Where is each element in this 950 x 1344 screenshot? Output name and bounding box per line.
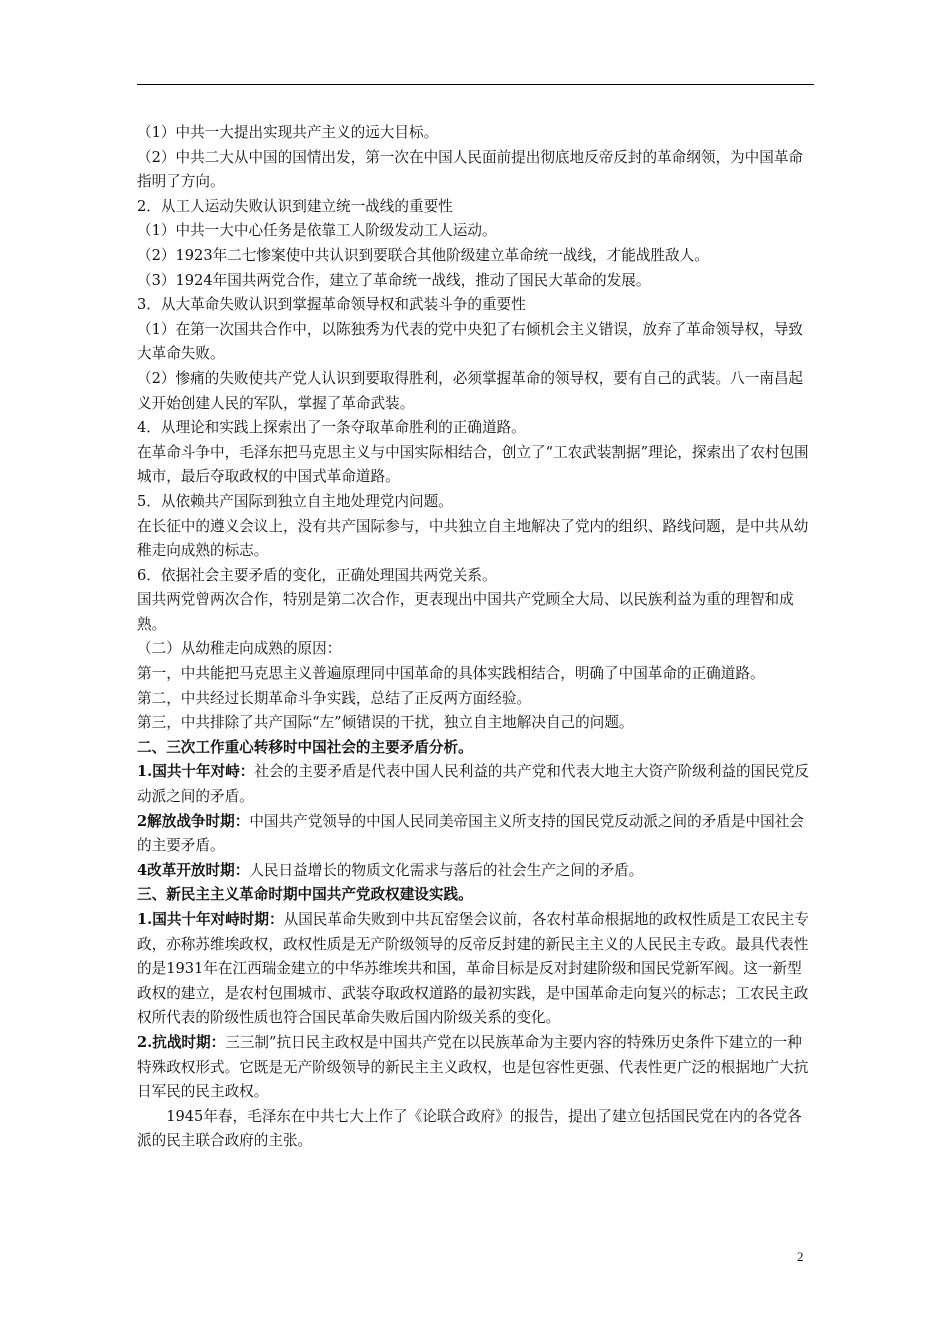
paragraph: 在革命斗争中，毛泽东把马克思主义与中国实际相结合，创立了“工农武装割据”理论，探索出了农村包围城市，最后夺取政权的中国式革命道路。: [137, 443, 809, 486]
paragraph: （1）中共一大中心任务是依靠工人阶级发动工人运动。: [137, 222, 497, 240]
paragraph: 第三，中共排除了共产国际“左”倾错误的干扰，独立自主地解决自己的问题。: [137, 714, 634, 732]
paragraph: 第一，中共能把马克思主义普遍原理同中国革命的具体实践相结合，明确了中国革命的正确道路。: [137, 665, 765, 683]
paragraph: 6．依据社会主要矛盾的变化，正确处理国共两党关系。: [137, 566, 497, 584]
document-body: [137, 121, 814, 1154]
paragraph: [137, 908, 814, 1031]
section-heading: 二、三次工作重心转移时中国社会的主要矛盾分析。: [137, 738, 473, 756]
page-number: 2: [797, 1249, 804, 1264]
paragraph-lead: 1.国共十年对峙：: [137, 763, 255, 781]
paragraph: 3．从大革命失败认识到掌握革命领导权和武装斗争的重要性: [137, 296, 526, 314]
paragraph-lead: 2.抗战时期：: [137, 1033, 226, 1051]
paragraph-text: 从国民革命失败到中共瓦窑堡会议前，各农村革命根据地的政权性质是工农民主专政，亦称苏维埃政权，政权性质是无产阶级领导的反帝反封建的新民主主义的人民民主专政。最具代表性的是1931年在江西瑞金建立的中华苏维埃共和国，革命目标是反对封建阶级和国民党新军阀。这一新型政权的建立，是农村包围城市、武装夺取政权道路的最初实践，是中国革命走向复兴的标志；工农民主政权所代表的阶级性质也符合国民革命失败后国内阶级关系的变化。: [137, 911, 809, 1027]
paragraph-text: 三三制”抗日民主政权是中国共产党在以民族革命为主要内容的特殊历史条件下建立的一种特殊政权形式。它既是无产阶级领导的新民主主义政权，也是包容性更强、代表性更广泛的根据地广大抗日军民的民主政权。: [137, 1033, 809, 1101]
paragraph: （2）1923年二七惨案使中共认识到要联合其他阶级建立革命统一战线，才能战胜敌人。: [137, 246, 709, 264]
paragraph: 2．从工人运动失败认识到建立统一战线的重要性: [137, 197, 453, 215]
paragraph-text: 人民日益增长的物质文化需求与落后的社会生产之间的矛盾。: [249, 861, 644, 879]
paragraph: （二）从幼稚走向成熟的原因：: [137, 640, 342, 658]
paragraph-lead: 4改革开放时期：: [137, 861, 250, 879]
paragraph: [137, 810, 814, 859]
paragraph-text: 中国共产党领导的中国人民同美帝国主义所支持的国民党反动派之间的矛盾是中国社会的主要矛盾。: [137, 812, 804, 855]
paragraph: 在长征中的遵义会议上，没有共产国际参与，中共独立自主地解决了党内的组织、路线问题，是中共从幼稚走向成熟的标志。: [137, 517, 809, 560]
paragraph-text: 社会的主要矛盾是代表中国人民利益的共产党和代表大地主大资产阶级利益的国民党反动派之间的矛盾。: [137, 763, 809, 806]
paragraph: 国共两党曾两次合作，特别是第二次合作，更表现出中国共产党顾全大局、以民族利益为重的理智和成熟。: [137, 591, 794, 633]
paragraph: [137, 859, 814, 884]
paragraph: （2）惨痛的失败使共产党人认识到要取得胜利，必须掌握革命的领导权，要有自己的武装。八一南昌起义开始创建人民的军队，掌握了革命武装。: [137, 369, 804, 412]
paragraph: 1945年春，毛泽东在中共七大上作了《论联合政府》的报告，提出了建立包括国民党在内的各党各派的民主联合政府的主张。: [137, 1107, 802, 1150]
paragraph: [137, 760, 814, 809]
paragraph: （1）中共一大提出实现共产主义的远大目标。: [137, 124, 439, 141]
section-heading: 三、新民主主义革命时期中国共产党政权建设实践。: [137, 886, 473, 904]
paragraph-lead: 1.国共十年对峙时期：: [137, 911, 284, 928]
paragraph: [137, 1031, 814, 1105]
paragraph-lead: 2解放战争时期：: [137, 812, 250, 830]
header-rule: [137, 84, 814, 85]
paragraph: 第二，中共经过长期革命斗争实践，总结了正反两方面经验。: [137, 689, 532, 707]
paragraph: 4．从理论和实践上探索出了一条夺取革命胜利的正确道路。: [137, 419, 526, 437]
paragraph: （1）在第一次国共合作中，以陈独秀为代表的党中央犯了右倾机会主义错误，放弃了革命领导权，导致大革命失败。: [137, 320, 804, 363]
paragraph: （2）中共二大从中国的国情出发，第一次在中国人民面前提出彻底地反帝反封的革命纲领，为中国革命指明了方向。: [137, 148, 804, 191]
paragraph: 5．从依赖共产国际到独立自主地处理党内问题。: [137, 492, 453, 510]
paragraph: （3）1924年国共两党合作，建立了革命统一战线，推动了国民大革命的发展。: [137, 271, 651, 289]
